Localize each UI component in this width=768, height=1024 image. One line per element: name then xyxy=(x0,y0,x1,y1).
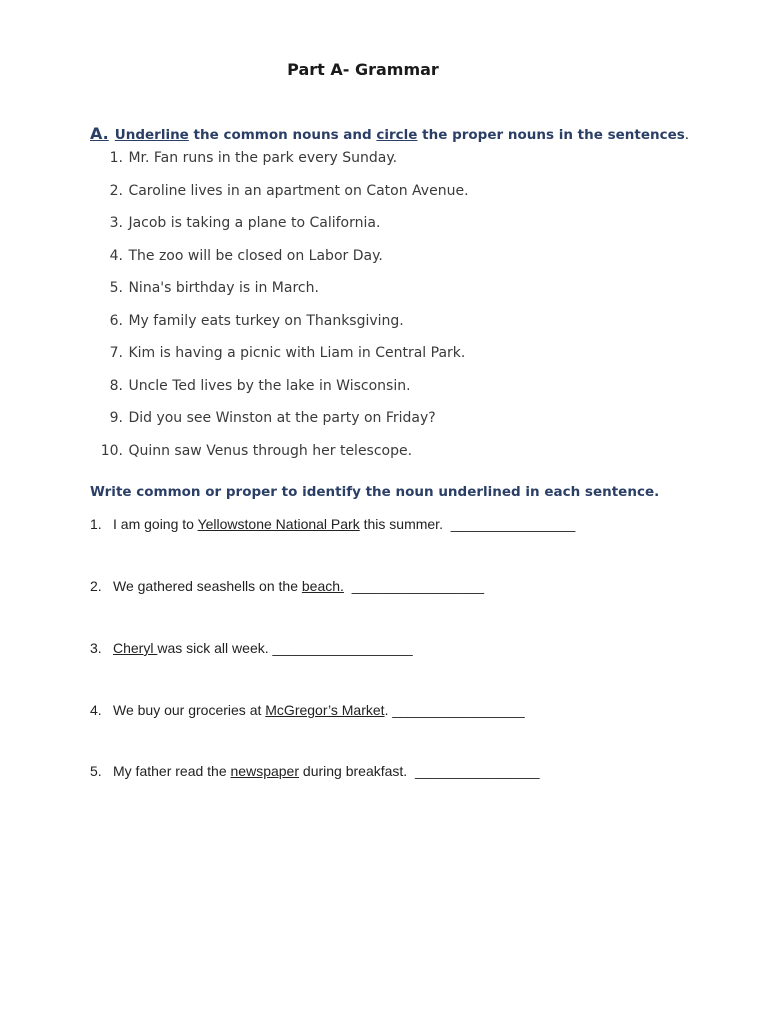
page-title: Part A- Grammar xyxy=(287,60,439,79)
instruction-text-2: the proper nouns in the sentences xyxy=(417,127,685,143)
question-number: 3. xyxy=(90,640,102,656)
question-number: 1. xyxy=(90,516,102,532)
sentence-text: Caroline lives in an apartment on Caton Avenue. xyxy=(128,182,469,199)
instruction-period: . xyxy=(684,127,690,143)
question-text-before: My father read the xyxy=(113,763,231,779)
question-text-after: . xyxy=(384,702,393,718)
answer-blank[interactable]: ________________ xyxy=(414,763,540,779)
sentence-text: My family eats turkey on Thanksgiving. xyxy=(128,312,404,329)
question-text-after: this summer. xyxy=(359,516,451,532)
question-item xyxy=(90,578,484,594)
question-item xyxy=(90,640,413,656)
item-number: 2. xyxy=(109,182,123,199)
answer-blank[interactable]: __________________ xyxy=(272,640,413,656)
question-item xyxy=(90,516,575,532)
sentence-text: The zoo will be closed on Labor Day. xyxy=(128,247,383,264)
question-text-before: We buy our groceries at xyxy=(113,702,266,718)
circle-word: circle xyxy=(376,127,418,143)
list-item xyxy=(96,244,469,277)
list-item xyxy=(96,406,469,439)
answer-blank[interactable]: _________________ xyxy=(351,578,485,594)
question-text-after xyxy=(344,578,352,594)
sentence-text: Mr. Fan runs in the park every Sunday. xyxy=(128,150,398,166)
underlined-noun: newspaper xyxy=(230,763,300,779)
sentence-text: Nina's birthday is in March. xyxy=(128,280,319,296)
question-text-before: I am going to xyxy=(113,516,198,532)
question-number: 5. xyxy=(90,763,102,779)
question-text-after: during breakfast. xyxy=(299,763,415,779)
underlined-noun: Cheryl xyxy=(113,640,158,656)
question-number: 4. xyxy=(90,702,102,718)
list-item xyxy=(96,211,469,244)
item-number: 7. xyxy=(109,345,123,361)
section-a-letter: A. xyxy=(90,124,109,143)
question-text-after: was sick all week. xyxy=(157,640,273,656)
list-item xyxy=(96,374,469,407)
item-number: 5. xyxy=(109,280,123,296)
item-number: 10. xyxy=(100,442,123,459)
item-number: 9. xyxy=(109,410,123,426)
answer-blank[interactable]: _________________ xyxy=(392,702,525,718)
list-item xyxy=(96,146,469,179)
underlined-noun: beach. xyxy=(301,578,344,594)
list-item xyxy=(96,276,469,309)
sentence-text: Kim is having a picnic with Liam in Central Park. xyxy=(128,345,466,361)
list-item xyxy=(96,179,469,212)
list-item xyxy=(96,341,469,374)
item-number: 1. xyxy=(109,150,123,166)
item-number: 6. xyxy=(109,312,123,329)
answer-blank[interactable]: ________________ xyxy=(450,516,576,532)
question-item xyxy=(90,763,540,779)
item-number: 8. xyxy=(109,377,123,394)
instruction-text-1: the common nouns and xyxy=(188,127,377,143)
item-number: 3. xyxy=(109,215,123,231)
section-a-instruction xyxy=(90,124,689,143)
question-number: 2. xyxy=(90,578,102,594)
sentence-text: Uncle Ted lives by the lake in Wisconsin. xyxy=(128,377,411,394)
underline-word: Underline xyxy=(114,127,189,143)
section-b-instruction: Write common or proper to identify the noun underlined in each sentence. xyxy=(90,484,660,500)
question-item xyxy=(90,702,525,718)
sentence-text: Jacob is taking a plane to California. xyxy=(128,215,381,231)
sentence-text: Did you see Winston at the party on Friday? xyxy=(128,410,436,426)
list-item xyxy=(96,309,469,342)
question-text-before: We gathered seashells on the xyxy=(113,578,302,594)
section-a-sentence-list xyxy=(96,146,469,471)
underlined-noun: Yellowstone National Park xyxy=(197,516,360,532)
sentence-text: Quinn saw Venus through her telescope. xyxy=(128,442,413,459)
item-number: 4. xyxy=(109,247,123,264)
list-item xyxy=(96,439,469,472)
underlined-noun: McGregor’s Market xyxy=(265,702,385,718)
